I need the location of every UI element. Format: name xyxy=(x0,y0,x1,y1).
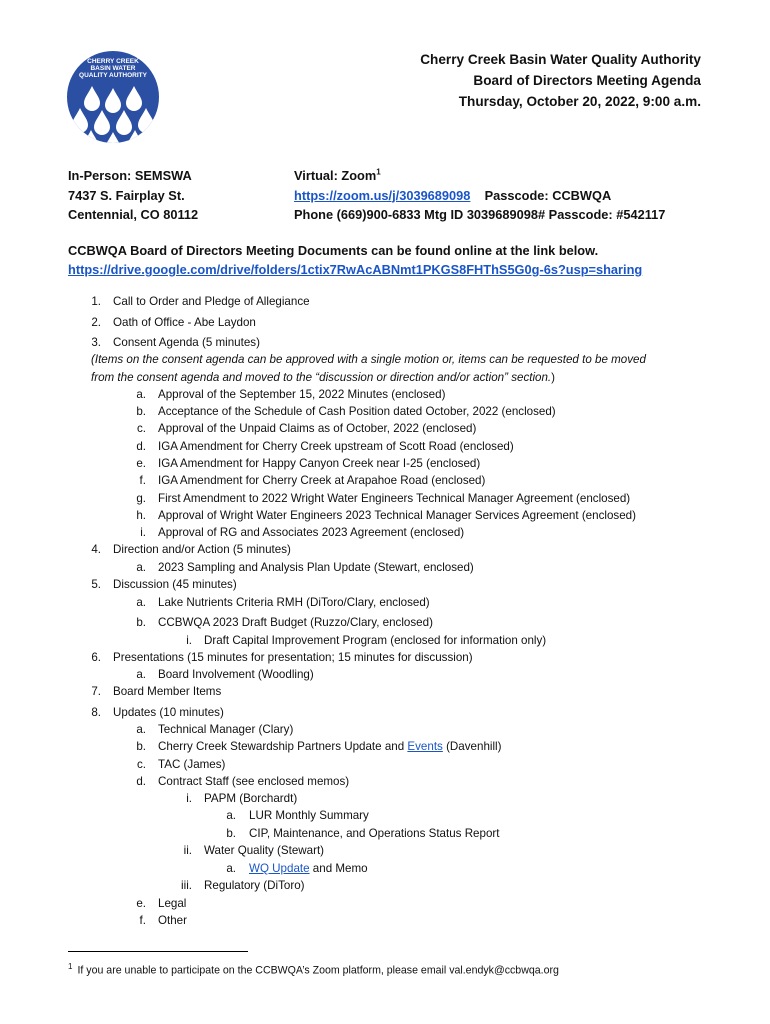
item-letter: a. xyxy=(136,723,146,736)
events-link[interactable]: Events xyxy=(407,740,443,753)
item-letter: f. xyxy=(139,914,146,927)
item-letter: c. xyxy=(136,422,146,435)
item-letter: a. xyxy=(136,596,146,609)
item-text: CIP, Maintenance, and Operations Status Report xyxy=(249,827,500,840)
item-letter: a. xyxy=(226,862,236,875)
item-letter: a. xyxy=(136,388,146,401)
item-letter: b. xyxy=(136,616,146,629)
item-letter: b. xyxy=(136,405,146,418)
item-text: Consent Agenda (5 minutes) xyxy=(113,336,260,349)
item-number: 2. xyxy=(91,316,101,329)
item-roman: i. xyxy=(186,634,192,647)
zoom-passcode: Passcode: CCBWQA xyxy=(484,187,612,203)
item-text xyxy=(249,862,368,875)
item-letter: e. xyxy=(136,457,146,470)
item-number: 4. xyxy=(91,543,101,556)
in-person-label: In-Person: SEMSWA xyxy=(68,168,192,183)
item-text: Approval of Wright Water Engineers 2023 Technical Manager Services Agreement (enclosed) xyxy=(158,509,636,522)
item-letter: b. xyxy=(226,827,236,840)
item-text: Discussion (45 minutes) xyxy=(113,578,237,591)
item-text: Draft Capital Improvement Program (enclosed for information only) xyxy=(204,634,547,647)
item-text: Water Quality (Stewart) xyxy=(204,844,325,857)
item-text: CCBWQA 2023 Draft Budget (Ruzzo/Clary, enclosed) xyxy=(158,616,433,629)
footnote-text: If you are unable to participate on the CCBWQA’s Zoom platform, please email val.endyk@ccbwqa.org xyxy=(77,964,559,977)
logo-text-line1: CHERRY CREEK xyxy=(87,58,139,65)
item-letter: b. xyxy=(136,740,146,753)
item-letter: g. xyxy=(136,492,146,505)
item-letter: d. xyxy=(136,775,146,788)
footnote xyxy=(68,962,559,977)
zoom-link[interactable]: https://zoom.us/j/3039689098 xyxy=(294,187,471,203)
item-letter: e. xyxy=(136,897,146,910)
item-letter: i. xyxy=(140,526,146,539)
virtual-label: Virtual: Zoom xyxy=(294,168,377,183)
logo-text-line2: BASIN WATER xyxy=(90,65,136,72)
item-letter: a. xyxy=(136,668,146,681)
item-text: Regulatory (DiToro) xyxy=(204,879,305,892)
logo-drops-icon xyxy=(66,50,160,144)
item-text: Updates (10 minutes) xyxy=(113,706,224,719)
item-text: Other xyxy=(158,914,187,927)
item-text: Oath of Office - Abe Laydon xyxy=(113,316,256,329)
documents-link[interactable]: https://drive.google.com/drive/folders/1ctix7RwAcABNmt1PKGS8FHThS5G0g-6s?usp=sharing xyxy=(68,262,643,277)
item-number: 8. xyxy=(91,706,101,719)
footnote-number: 1 xyxy=(68,962,73,971)
in-person-city: Centennial, CO 80112 xyxy=(68,207,199,222)
consent-note-close: ) xyxy=(551,371,556,384)
wq-update-link[interactable]: WQ Update xyxy=(249,862,310,875)
in-person-location xyxy=(68,166,198,225)
documents-text: CCBWQA Board of Directors Meeting Documents can be found online at the link below. xyxy=(68,243,599,258)
footnote-divider xyxy=(68,951,248,952)
item-number: 1. xyxy=(91,295,101,308)
footnote-ref: 1 xyxy=(376,167,381,177)
item-text: IGA Amendment for Happy Canyon Creek near I-25 (enclosed) xyxy=(158,457,481,470)
item-roman: i. xyxy=(186,792,192,805)
logo-text-line3: QUALITY AUTHORITY xyxy=(79,72,147,79)
item-number: 5. xyxy=(91,578,101,591)
agenda-title: Board of Directors Meeting Agenda xyxy=(473,73,701,88)
item-text: IGA Amendment for Cherry Creek at Arapahoe Road (enclosed) xyxy=(158,474,486,487)
item-text: Approval of the Unpaid Claims as of October, 2022 (enclosed) xyxy=(158,422,477,435)
item-letter: h. xyxy=(136,509,146,522)
in-person-street: 7437 S. Fairplay St. xyxy=(68,187,185,203)
item-text-after: (Davenhill) xyxy=(442,740,502,753)
org-name: Cherry Creek Basin Water Quality Authority xyxy=(420,52,701,67)
item-number: 6. xyxy=(91,651,101,664)
item-letter: c. xyxy=(136,758,146,771)
item-text-after: and Memo xyxy=(309,862,368,875)
item-text: TAC (James) xyxy=(158,758,226,771)
item-letter: f. xyxy=(139,474,146,487)
item-number: 3. xyxy=(91,336,101,349)
consent-note-text: from the consent agenda and moved to the “discussion or direction and/or action” section. xyxy=(91,371,552,384)
ccbwqa-logo xyxy=(66,50,160,144)
virtual-label-line xyxy=(294,166,665,186)
item-text: Legal xyxy=(158,897,187,910)
phone-line: Phone (669)900-6833 Mtg ID 3039689098# Passcode: #542117 xyxy=(294,207,666,222)
item-text: IGA Amendment for Cherry Creek upstream of Scott Road (enclosed) xyxy=(158,440,514,453)
item-roman: iii. xyxy=(181,879,192,892)
item-text: Technical Manager (Clary) xyxy=(158,723,294,736)
item-text: First Amendment to 2022 Wright Water Engineers Technical Manager Agreement (enclosed) xyxy=(158,492,631,505)
documents-section xyxy=(68,241,642,279)
item-text: Contract Staff (see enclosed memos) xyxy=(158,775,350,788)
item-text: LUR Monthly Summary xyxy=(249,809,369,822)
item-text: Acceptance of the Schedule of Cash Position dated October, 2022 (enclosed) xyxy=(158,405,556,418)
consent-note-line2 xyxy=(91,369,555,387)
item-text: PAPM (Borchardt) xyxy=(204,792,298,805)
item-text: Call to Order and Pledge of Allegiance xyxy=(113,295,310,308)
item-text: 2023 Sampling and Analysis Plan Update (Stewart, enclosed) xyxy=(158,561,474,574)
item-roman: ii. xyxy=(183,844,192,857)
item-text xyxy=(158,740,501,753)
item-text-before: Cherry Creek Stewardship Partners Update and xyxy=(158,740,408,753)
item-text: Board Involvement (Woodling) xyxy=(158,668,314,681)
item-letter: a. xyxy=(226,809,236,822)
item-text: Lake Nutrients Criteria RMH (DiToro/Clary, enclosed) xyxy=(158,596,430,609)
zoom-line xyxy=(294,186,665,206)
item-text: Approval of the September 15, 2022 Minutes (enclosed) xyxy=(158,388,446,401)
item-letter: a. xyxy=(136,561,146,574)
consent-note-line1: (Items on the consent agenda can be approved with a single motion or, items can be requested to be moved xyxy=(91,353,646,366)
virtual-location xyxy=(294,166,665,225)
meeting-date: Thursday, October 20, 2022, 9:00 a.m. xyxy=(458,94,701,109)
item-text: Presentations (15 minutes for presentation; 15 minutes for discussion) xyxy=(113,651,473,664)
item-text: Board Member Items xyxy=(113,685,222,698)
item-number: 7. xyxy=(91,685,101,698)
item-text: Direction and/or Action (5 minutes) xyxy=(113,543,291,556)
item-letter: d. xyxy=(136,440,146,453)
agenda-header xyxy=(420,49,701,112)
item-text: Approval of RG and Associates 2023 Agreement (enclosed) xyxy=(158,526,465,539)
